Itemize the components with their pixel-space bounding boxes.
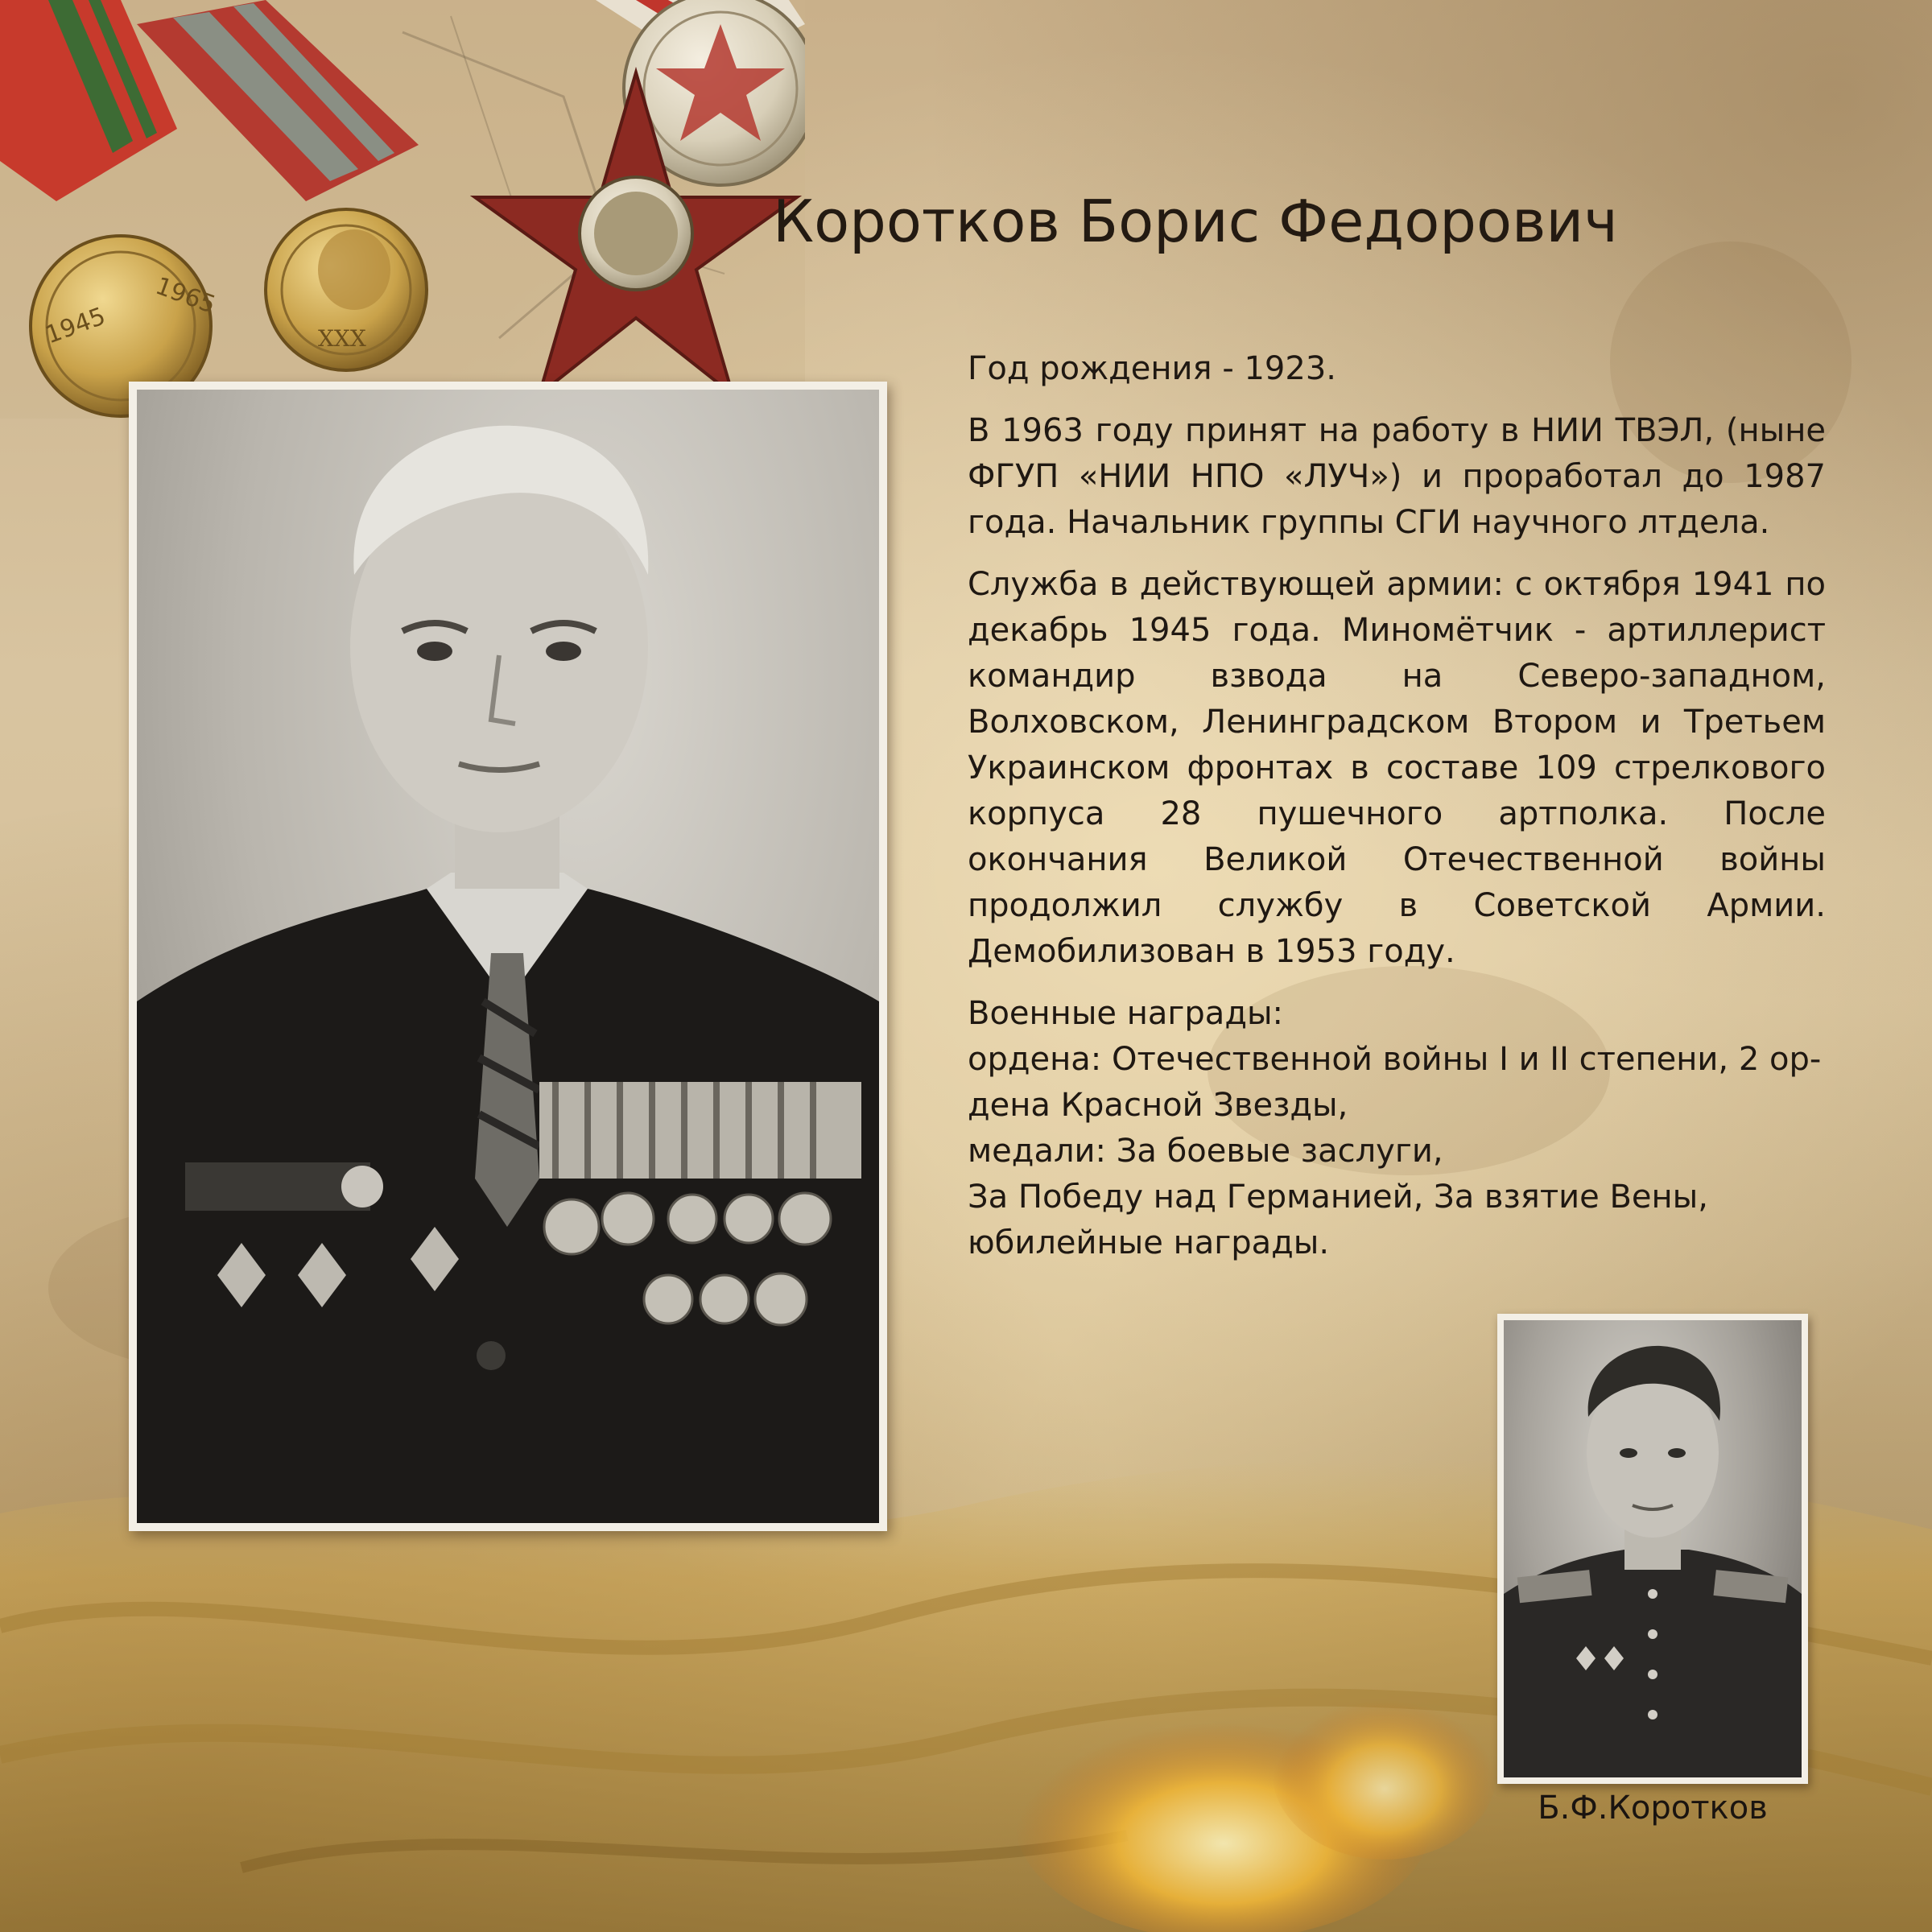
awards-line: ордена: Отечественной войны I и II степени, 2 ор- — [968, 1041, 1822, 1078]
portrait-illustration — [137, 390, 879, 1523]
portrait-photo — [129, 382, 887, 1531]
awards-list — [968, 991, 1826, 1266]
photo-caption: Б.Ф.Коротков — [1538, 1790, 1768, 1827]
svg-text:XXX: XXX — [318, 325, 366, 352]
awards-line: За Победу над Германией, За взятие Вены, — [968, 1179, 1708, 1216]
medal-jubilee — [266, 209, 427, 370]
svg-text:1945: 1945 — [41, 302, 109, 350]
awards-line: юбилейные награды. — [968, 1224, 1330, 1261]
medals-decoration — [0, 0, 805, 419]
service-paragraph: Служба в действующей армии: с октября 1941 по декабрь 1945 года. Миномётчик - артиллерист командир взвода на Северо-западном, Волховском, Ленинградском Втором и Третьем Украинском фронтах в составе 109 стрелкового корпуса 28 пушечного артполка. После окончания Великой Отечественной войны продолжил службу в Советской Армии. Демобилизован в 1953 году. — [968, 566, 1826, 970]
page-title: Коротков Борис Федорович — [773, 188, 1618, 255]
awards-line: медали: За боевые заслуги, — [968, 1133, 1443, 1170]
awards-line: Военные награды: — [968, 995, 1284, 1032]
birth-year: Год рождения - 1923. — [968, 350, 1336, 387]
biography — [968, 346, 1826, 1266]
work-paragraph: В 1963 году принят на работу в НИИ ТВЭЛ, (ныне ФГУП «НИИ НПО «ЛУЧ») и проработал до 1987 года. Начальник группы СГИ научного лтдела. — [968, 412, 1826, 541]
awards-line: дена Красной Звезды, — [968, 1087, 1348, 1124]
young-portrait-illustration — [1504, 1320, 1802, 1777]
young-portrait-photo — [1497, 1314, 1808, 1784]
svg-text:1965: 1965 — [151, 271, 220, 320]
